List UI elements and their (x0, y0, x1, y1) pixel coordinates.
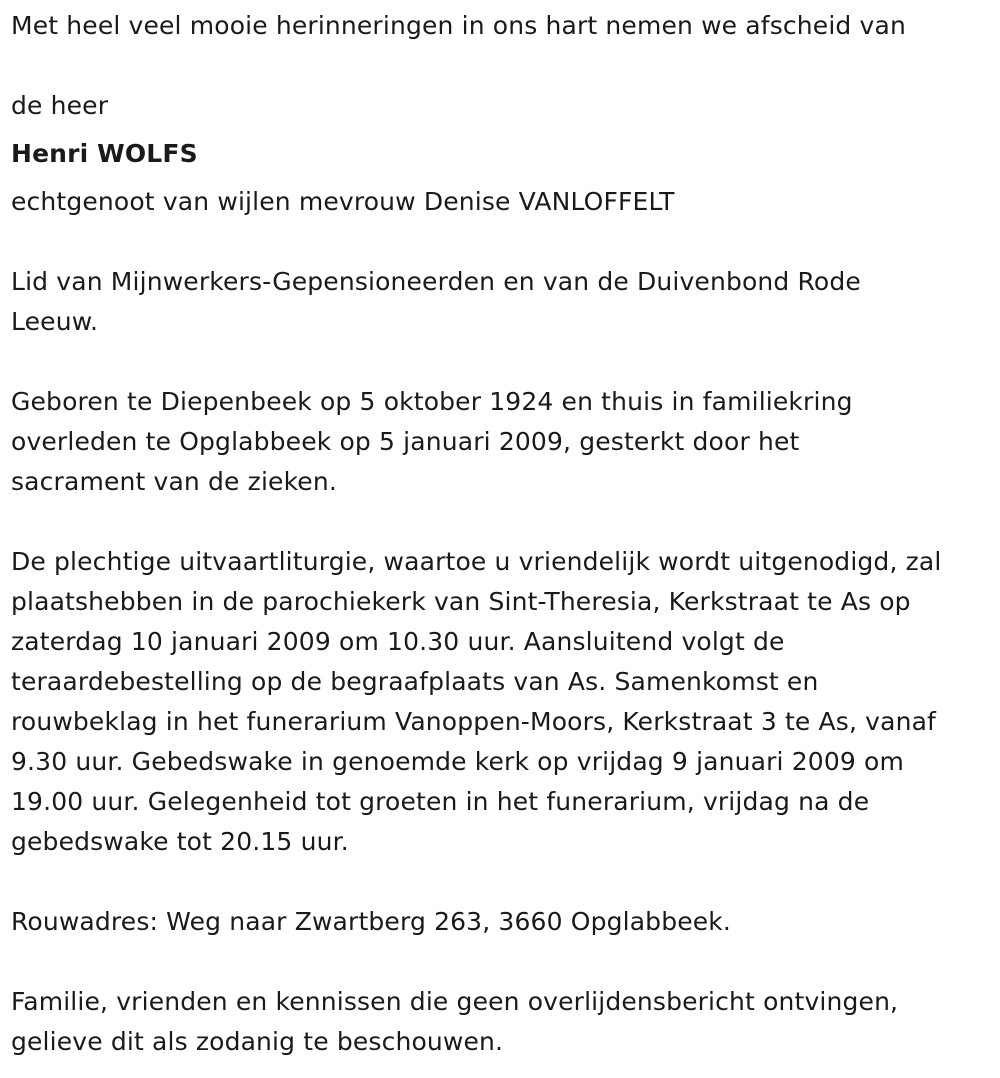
funeral-line: 9.30 uur. Gebedswake in genoemde kerk op vrijdag 9 januari 2009 om (11, 747, 904, 776)
birth-death-line: Geboren te Diepenbeek op 5 oktober 1924 en thuis in familiekring (11, 387, 853, 416)
funeral-line: teraardebestelling op de begraafplaats van As. Samenkomst en (11, 667, 819, 696)
membership-line: Lid van Mijnwerkers-Gepensioneerden en van de Duivenbond Rode (11, 267, 861, 296)
intro-text: Met heel veel mooie herinneringen in ons hart nemen we afscheid van (11, 11, 906, 40)
mourning-address: Rouwadres: Weg naar Zwartberg 263, 3660 Opglabbeek. (11, 907, 732, 936)
membership-line: Leeuw. (11, 307, 99, 336)
birth-death-line: sacrament van de zieken. (11, 467, 337, 496)
deceased-name: Henri WOLFS (11, 139, 198, 168)
spouse-line: echtgenoot van wijlen mevrouw Denise VANLOFFELT (11, 187, 675, 216)
funeral-line: 19.00 uur. Gelegenheid tot groeten in het funerarium, vrijdag na de (11, 787, 870, 816)
salutation: de heer (11, 91, 109, 120)
funeral-line: De plechtige uitvaartliturgie, waartoe u vriendelijk wordt uitgenodigd, zal (11, 547, 942, 576)
funeral-line: gebedswake tot 20.15 uur. (11, 827, 349, 856)
funeral-line: zaterdag 10 januari 2009 om 10.30 uur. Aansluitend volgt de (11, 627, 785, 656)
funeral-line: plaatshebben in de parochiekerk van Sint-Theresia, Kerkstraat te As op (11, 587, 911, 616)
funeral-line: rouwbeklag in het funerarium Vanoppen-Moors, Kerkstraat 3 te As, vanaf (11, 707, 937, 736)
birth-death-line: overleden te Opglabbeek op 5 januari 2009, gesterkt door het (11, 427, 800, 456)
closing-line: gelieve dit als zodanig te beschouwen. (11, 1027, 504, 1056)
closing-line: Familie, vrienden en kennissen die geen overlijdensbericht ontvingen, (11, 987, 899, 1016)
